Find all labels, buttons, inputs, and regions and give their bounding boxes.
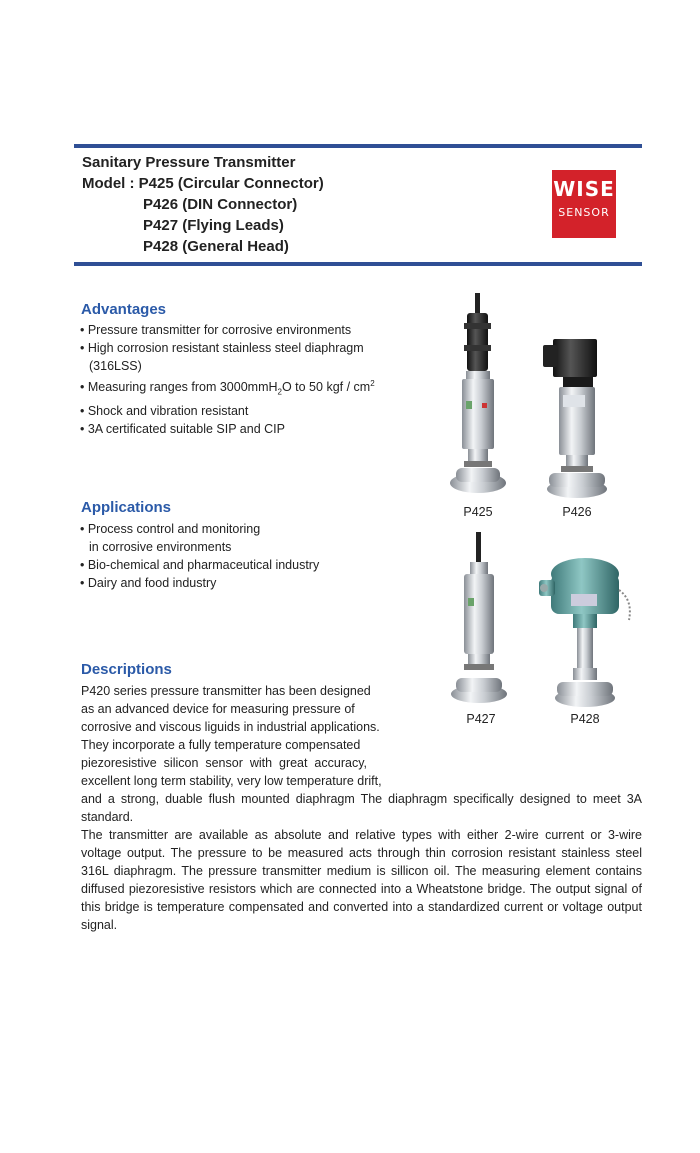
- advantages-list: [80, 321, 375, 438]
- list-item: • Pressure transmitter for corrosive environments: [80, 323, 352, 337]
- list-item-text: in corrosive environments: [89, 540, 232, 554]
- advantages-heading: Advantages: [81, 301, 167, 318]
- list-item: • Bio-chemical and pharmaceutical industry: [80, 558, 320, 572]
- caption-p425: P425: [463, 505, 493, 519]
- list-item: [80, 375, 375, 402]
- model-prefix: Model :: [82, 175, 139, 192]
- p427-transmitter-image: [448, 532, 510, 707]
- logo-wise: WISE: [553, 177, 615, 201]
- model-p428: P428 (General Head): [143, 238, 289, 255]
- model-p427: P427 (Flying Leads): [143, 217, 284, 234]
- page-title: [82, 152, 324, 257]
- caption-p428: P428: [570, 712, 600, 726]
- range-rest: O to 50 kgf / cm: [281, 380, 371, 395]
- model-line-1: [82, 173, 324, 194]
- p426-transmitter-image: [535, 335, 607, 500]
- top-divider: [74, 144, 642, 148]
- title-line: Sanitary Pressure Transmitter: [82, 154, 296, 171]
- list-item: • High corrosion resistant stainless steel diaphragm: [80, 341, 364, 355]
- caption-p427: P427: [466, 712, 496, 726]
- list-item: • Shock and vibration resistant: [80, 403, 249, 418]
- p425-transmitter-image: [448, 293, 508, 498]
- applications-list: [80, 520, 319, 592]
- model-p426: P426 (DIN Connector): [143, 196, 298, 213]
- logo-sensor: SENSOR: [558, 206, 610, 219]
- list-item: • Dairy and food industry: [80, 576, 217, 590]
- wise-sensor-logo: [552, 170, 616, 238]
- range-text: • Measuring ranges from 3000mmH: [80, 380, 278, 395]
- bottom-divider: [74, 262, 642, 266]
- list-item: [80, 357, 375, 375]
- caption-p426: P426: [562, 505, 592, 519]
- desc-line: They incorporate a fully temperature compensated: [81, 738, 361, 752]
- range-sub: 2: [277, 387, 282, 397]
- range-sup: 2: [370, 379, 375, 388]
- desc-line: excellent long term stability, very low temperature drift,: [81, 774, 382, 788]
- list-item: • 3A certificated suitable SIP and CIP: [80, 421, 285, 436]
- list-item: [80, 538, 319, 556]
- desc-line: P420 series pressure transmitter has been designed: [81, 684, 371, 698]
- applications-heading: Applications: [81, 499, 172, 516]
- descriptions-heading: Descriptions: [81, 661, 172, 678]
- description-intro: [81, 682, 391, 790]
- list-item-text: (316LSS): [89, 359, 142, 373]
- list-item: • Process control and monitoring: [80, 522, 261, 536]
- desc-line: as an advanced device for measuring pressure of: [81, 702, 355, 716]
- desc-line: corrosive and viscous liguids in industrial applications.: [81, 720, 380, 734]
- description-para-1: and a strong, duable flush mounted diaphragm The diaphragm specifically designed to meet 3A standard.: [81, 792, 642, 824]
- model-p425: P425 (Circular Connector): [138, 175, 324, 192]
- p428-transmitter-image: [535, 550, 645, 708]
- description-para-2: The transmitter are available as absolute and relative types with either 2-wire current or 3-wire voltage output. The pressure to be measured acts through thin corrosion resistant stainless steel 316L diaphragm. The pressure transmitter medium is sillicon oil. The measuring element contains diffused piezoresistive resistors which are connected into a Wheatstone bridge. The output signal of this bridge is temperature compensated and converted into a standardized current or voltage output signal.: [81, 828, 642, 932]
- desc-line: piezoresistive silicon sensor with great accuracy,: [81, 756, 367, 770]
